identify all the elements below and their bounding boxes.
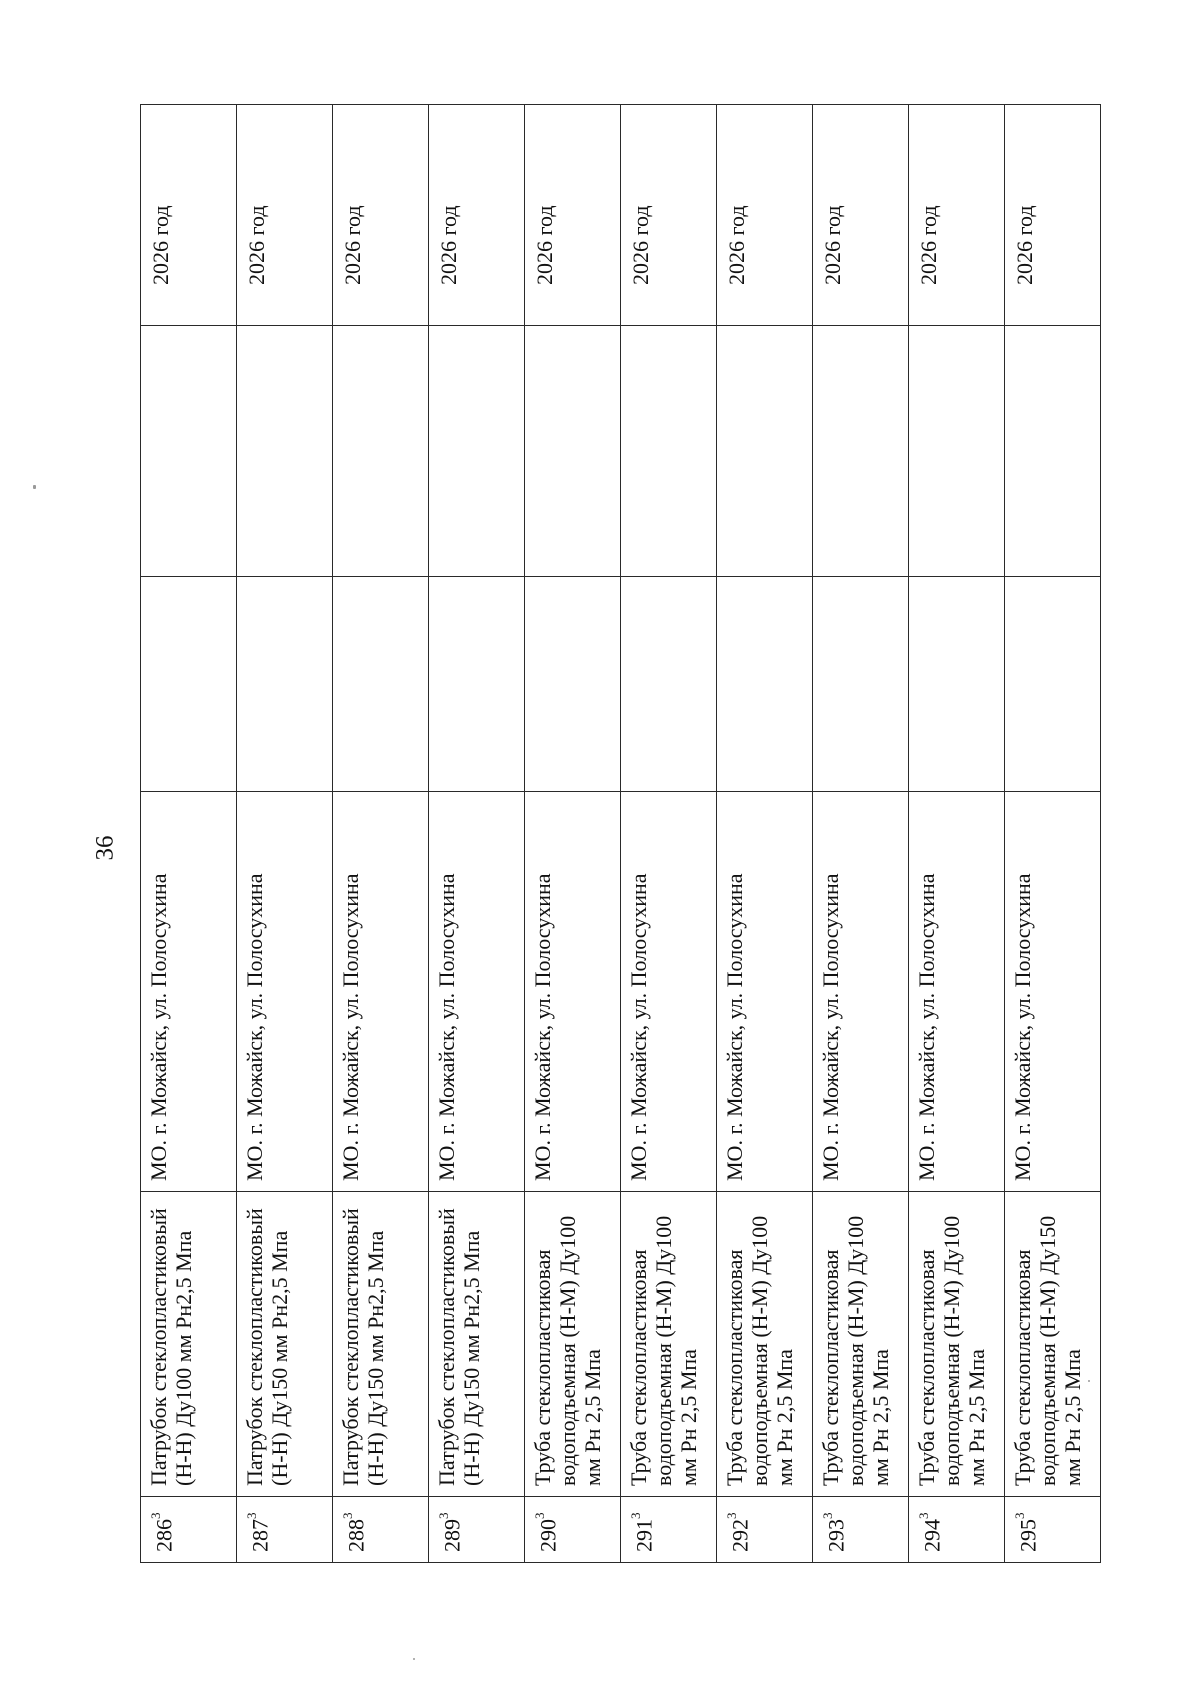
scan-speck (33, 485, 36, 489)
address-cell (141, 792, 237, 1192)
address-cell (813, 792, 909, 1192)
year-cell (717, 105, 813, 326)
row-number-cell (333, 1497, 429, 1563)
address: МО. г. Можайск, ул. Полосухина (434, 873, 459, 1181)
row-number-superscript: 3 (244, 1512, 259, 1519)
year-cell (141, 105, 237, 326)
address: МО. г. Можайск, ул. Полосухина (242, 873, 267, 1181)
empty-cell (429, 577, 525, 792)
row-number-cell (237, 1497, 333, 1563)
table-row (717, 105, 813, 1563)
year: 2026 год (532, 205, 557, 285)
row-number-superscript: 3 (340, 1512, 355, 1519)
row-number-superscript: 3 (148, 1512, 163, 1519)
empty-cell (717, 577, 813, 792)
year: 2026 год (340, 205, 365, 285)
document-sheet (140, 105, 1100, 1563)
address: МО. г. Можайск, ул. Полосухина (914, 873, 939, 1181)
empty-cell (429, 326, 525, 577)
item-name-cell (909, 1192, 1005, 1497)
empty-cell (141, 326, 237, 577)
empty-cell (141, 577, 237, 792)
row-number: 289 (439, 1519, 465, 1552)
table-row (141, 105, 237, 1563)
item-name: Труба стеклопластиковая водоподъемная (Н-М) Ду100 мм Рн 2,5 Мпа (818, 1215, 893, 1486)
table-row (525, 105, 621, 1563)
year-cell (525, 105, 621, 326)
item-name: Патрубок стеклопластиковый (Н-Н) Ду150 мм Рн2,5 Мпа (434, 1208, 484, 1486)
item-name: Патрубок стеклопластиковый (Н-Н) Ду150 мм Рн2,5 Мпа (242, 1208, 292, 1486)
address: МО. г. Можайск, ул. Полосухина (626, 873, 651, 1181)
year: 2026 год (148, 205, 173, 285)
empty-cell (813, 577, 909, 792)
address: МО. г. Можайск, ул. Полосухина (146, 873, 171, 1181)
empty-cell (813, 326, 909, 577)
empty-cell (333, 326, 429, 577)
year: 2026 год (436, 205, 461, 285)
table-row (621, 105, 717, 1563)
item-name-cell (717, 1192, 813, 1497)
empty-cell (1005, 577, 1101, 792)
row-number: 291 (631, 1519, 657, 1552)
empty-cell (1005, 326, 1101, 577)
item-name: Труба стеклопластиковая водоподъемная (Н-М) Ду100 мм Рн 2,5 Мпа (722, 1215, 797, 1486)
row-number-cell (429, 1497, 525, 1563)
row-number-superscript: 3 (916, 1512, 931, 1519)
item-name: Патрубок стеклопластиковый (Н-Н) Ду150 мм Рн2,5 Мпа (338, 1208, 388, 1486)
row-number-superscript: 3 (724, 1512, 739, 1519)
item-name-cell (621, 1192, 717, 1497)
empty-cell (909, 326, 1005, 577)
item-name-cell (813, 1192, 909, 1497)
table-row (813, 105, 909, 1563)
year-cell (909, 105, 1005, 326)
year-cell (333, 105, 429, 326)
item-name-cell (525, 1192, 621, 1497)
table-row (237, 105, 333, 1563)
year-cell (237, 105, 333, 326)
row-number: 286 (151, 1519, 177, 1552)
address-cell (429, 792, 525, 1192)
row-number-superscript: 3 (532, 1512, 547, 1519)
row-number: 288 (343, 1519, 369, 1552)
item-name-cell (237, 1192, 333, 1497)
row-number-cell (525, 1497, 621, 1563)
address: МО. г. Можайск, ул. Полосухина (818, 873, 843, 1181)
row-number-cell (909, 1497, 1005, 1563)
address-cell (621, 792, 717, 1192)
address: МО. г. Можайск, ул. Полосухина (1010, 873, 1035, 1181)
empty-cell (333, 577, 429, 792)
empty-cell (621, 326, 717, 577)
table-row (333, 105, 429, 1563)
empty-cell (717, 326, 813, 577)
empty-cell (525, 326, 621, 577)
year: 2026 год (820, 205, 845, 285)
empty-cell (237, 326, 333, 577)
year: 2026 год (1012, 205, 1037, 285)
row-number-cell (717, 1497, 813, 1563)
table-row (909, 105, 1005, 1563)
row-number: 292 (727, 1519, 753, 1552)
item-name: Труба стеклопластиковая водоподъемная (Н-М) Ду100 мм Рн 2,5 Мпа (626, 1215, 701, 1486)
row-number: 293 (823, 1519, 849, 1552)
scan-speck (413, 1658, 415, 1660)
year: 2026 год (916, 205, 941, 285)
empty-cell (237, 577, 333, 792)
address: МО. г. Можайск, ул. Полосухина (338, 873, 363, 1181)
row-number: 294 (919, 1519, 945, 1552)
empty-cell (525, 577, 621, 792)
row-number-cell (1005, 1497, 1101, 1563)
page-number-text: 36 (91, 835, 118, 861)
empty-cell (621, 577, 717, 792)
year-cell (813, 105, 909, 326)
row-number-superscript: 3 (820, 1512, 835, 1519)
row-number-cell (141, 1497, 237, 1563)
address-cell (237, 792, 333, 1192)
item-name: Труба стеклопластиковая водоподъемная (Н-М) Ду100 мм Рн 2,5 Мпа (914, 1215, 989, 1486)
address: МО. г. Можайск, ул. Полосухина (530, 873, 555, 1181)
item-name: Труба стеклопластиковая водоподъемная (Н-М) Ду150 мм Рн 2,5 Мпа (1010, 1215, 1085, 1486)
year-cell (1005, 105, 1101, 326)
table-body (141, 105, 1101, 1563)
item-name: Патрубок стеклопластиковый (Н-Н) Ду100 мм Рн2,5 Мпа (146, 1208, 196, 1486)
row-number-superscript: 3 (628, 1512, 643, 1519)
address-cell (909, 792, 1005, 1192)
year-cell (429, 105, 525, 326)
row-number-superscript: 3 (1012, 1512, 1027, 1519)
row-number: 295 (1015, 1519, 1041, 1552)
row-number-cell (621, 1497, 717, 1563)
address-cell (525, 792, 621, 1192)
row-number: 290 (535, 1519, 561, 1552)
equipment-table (140, 104, 1101, 1563)
year: 2026 год (724, 205, 749, 285)
address-cell (1005, 792, 1101, 1192)
address: МО. г. Можайск, ул. Полосухина (722, 873, 747, 1181)
empty-cell (909, 577, 1005, 792)
row-number-superscript: 3 (436, 1512, 451, 1519)
item-name: Труба стеклопластиковая водоподъемная (Н-М) Ду100 мм Рн 2,5 Мпа (530, 1215, 605, 1486)
address-cell (333, 792, 429, 1192)
item-name-cell (333, 1192, 429, 1497)
row-number-cell (813, 1497, 909, 1563)
row-number: 287 (247, 1519, 273, 1552)
item-name-cell (429, 1192, 525, 1497)
item-name-cell (1005, 1192, 1101, 1497)
year-cell (621, 105, 717, 326)
table-row (429, 105, 525, 1563)
item-name-cell (141, 1192, 237, 1497)
year: 2026 год (628, 205, 653, 285)
scan-speck (1088, 1380, 1090, 1382)
address-cell (717, 792, 813, 1192)
year: 2026 год (244, 205, 269, 285)
table-row (1005, 105, 1101, 1563)
